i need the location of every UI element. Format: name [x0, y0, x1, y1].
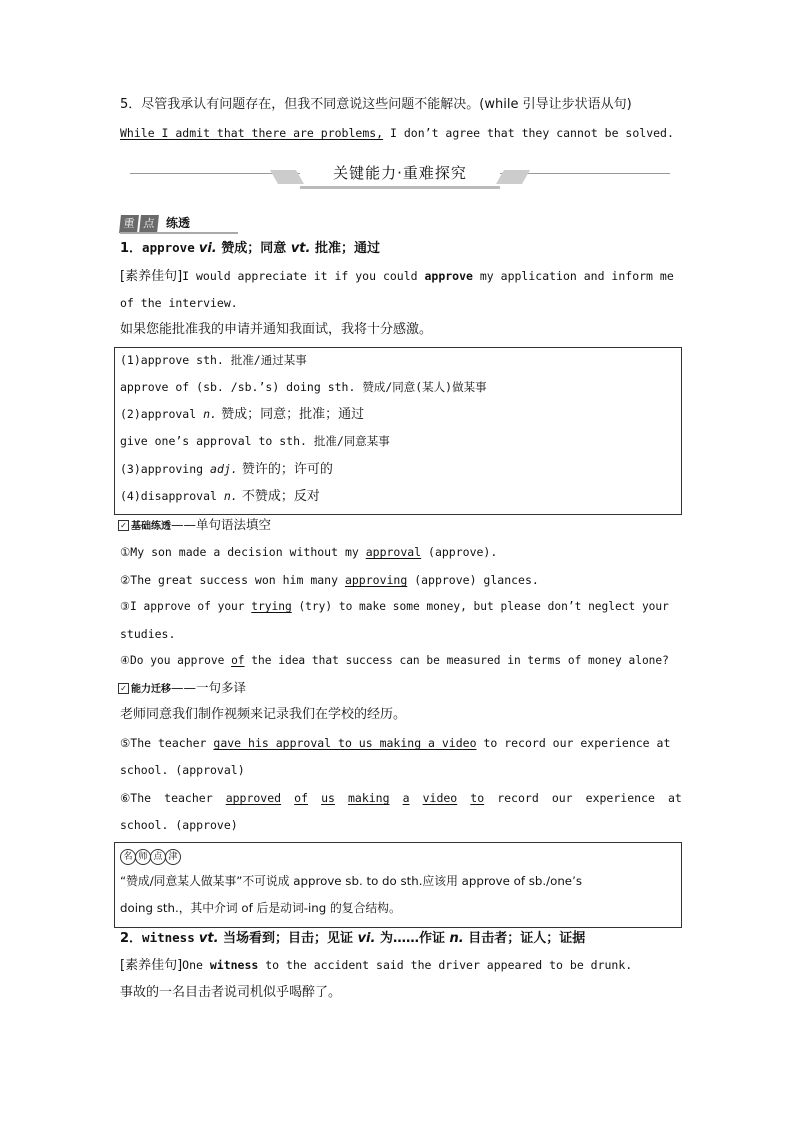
box-line-5-word: (3)approving — [120, 462, 211, 476]
q5-answer-rest: I don’t agree that they cannot be solved. — [383, 126, 674, 140]
box-line-6-meaning: 不赞成；反对 — [237, 489, 320, 504]
item2-meaning1: 当场看到；目击；见证 — [218, 931, 358, 946]
ex6-word: our — [551, 791, 573, 805]
box-line-5-pos: adj. — [210, 462, 238, 476]
item2-pos1: vt. — [198, 931, 219, 946]
item2-translation: 事故的一名目击者说司机似乎喝醉了。 — [120, 985, 342, 1000]
note-title-char: 名 — [120, 849, 136, 865]
ex4-pre: ④Do you approve — [120, 654, 232, 667]
basic-title: ——单句语法填空 — [171, 517, 272, 532]
exercise-6-cont: school. (approve) — [120, 818, 238, 832]
ex4-post: the idea that success can be measured in terms of money alone? — [244, 654, 669, 667]
check-icon: ✓ — [118, 520, 129, 531]
badge-underline — [120, 232, 238, 234]
item2-example-bold: witness — [209, 958, 259, 972]
ex3-pre: ③I approve of your — [120, 600, 252, 613]
ex6-answer-word: us — [321, 791, 335, 805]
check-icon: ✓ — [118, 683, 129, 694]
teacher-note-title-circles — [120, 846, 180, 865]
item2-pos2: vi. — [357, 931, 376, 946]
key-point-badge — [120, 212, 240, 232]
transfer-title: ——一句多译 — [171, 680, 247, 695]
item1-meaning2: 批准；通过 — [310, 241, 380, 256]
box-line-6-word: (4)disapproval — [120, 489, 224, 503]
section-banner — [120, 158, 680, 190]
ex5-pre: ⑤The teacher — [120, 736, 214, 750]
exercise-2 — [120, 571, 682, 589]
item1-example-tag: [素养佳句] — [120, 269, 183, 284]
ex6-word: record — [497, 791, 539, 805]
badge-seal-dian: 点 — [139, 215, 159, 233]
item1-meaning1: 赞成；同意 — [216, 241, 291, 256]
ex6-word: teacher — [164, 791, 213, 805]
transfer-heading — [118, 679, 246, 699]
ex2-post: (approve) glances. — [407, 573, 539, 587]
ex6-answer-word: making — [347, 791, 390, 805]
exercise-3 — [120, 598, 682, 616]
item1-translation: 如果您能批准我的申请并通知我面试，我将十分感激。 — [120, 322, 433, 337]
item1-example — [120, 267, 682, 286]
item2-number: 2． — [120, 931, 143, 946]
exercise-4 — [120, 652, 682, 670]
box-line-3-pos: n. — [203, 407, 217, 421]
item1-example-bold: approve — [424, 269, 473, 283]
item1-example-b: my application and inform me — [472, 269, 674, 283]
item2-example — [120, 956, 682, 975]
exercise-6 — [120, 789, 682, 807]
box-line-1: (1)approve sth. 批准/通过某事 — [120, 353, 307, 367]
ex2-answer: approving — [344, 573, 408, 587]
ex2-pre: ②The great success won him many — [120, 573, 345, 587]
box-line-3-word: (2)approval — [120, 407, 204, 421]
badge-seal-zhong: 重 — [119, 215, 139, 233]
transfer-label: 能力迁移 — [131, 684, 171, 695]
item1-pos2: vt. — [290, 241, 311, 256]
transfer-chinese: 老师同意我们制作视频来记录我们在学校的经历。 — [120, 707, 407, 722]
ex6-answer-word: video — [422, 791, 458, 805]
item2-example-b: to the accident said the driver appeared to be drunk. — [258, 958, 633, 972]
q5-answer-underlined: While I admit that there are problems, — [120, 126, 384, 140]
ex1-post: (approve). — [421, 545, 498, 559]
item1-example-a: I would appreciate it if you could — [182, 269, 425, 283]
ex6-answer-word: approved — [225, 791, 282, 805]
ex6-answer-word: of — [294, 791, 308, 805]
ex5-post: to record our experience at — [476, 736, 671, 750]
badge-label: 练透 — [166, 216, 191, 230]
ex6-word: ⑥The — [120, 791, 152, 805]
item1-heading — [120, 239, 682, 258]
q5-answer — [120, 124, 682, 142]
item2-meaning2: 为……作证 — [375, 931, 450, 946]
ex1-pre: ①My son made a decision without my — [120, 545, 366, 559]
item1-example-cont: of the interview. — [120, 296, 238, 310]
ex1-answer: approval — [365, 545, 422, 559]
box-line-6 — [120, 487, 682, 506]
box-line-3 — [120, 405, 682, 424]
box-line-4: give one’s approval to sth. 批准/同意某事 — [120, 434, 390, 448]
item1-pos1: vi. — [198, 241, 217, 256]
ex5-answer: gave his approval to us making a video — [213, 736, 477, 750]
exercise-5-cont: school. (approval) — [120, 763, 245, 777]
exercise-3-cont: studies. — [120, 627, 176, 641]
item2-heading — [120, 929, 682, 948]
banner-title: 关键能力·重难探究 — [333, 164, 467, 182]
teacher-note-title — [120, 846, 682, 865]
teacher-note-line-2: doing sth.，其中介词 of 后是动词-ing 的复合结构。 — [120, 901, 401, 915]
ex3-post: (try) to make some money, but please don’t neglect your — [291, 600, 669, 613]
teacher-note-line-1: “赞成/同意某人做某事”不可说成 approve sb. to do sth.应该用 approve of sb./one’s — [120, 874, 582, 888]
item1-number: 1． — [120, 241, 143, 256]
basic-practice-heading — [118, 516, 271, 536]
note-title-char: 师 — [135, 849, 151, 865]
exercise-5 — [120, 734, 682, 752]
box-line-2: approve of (sb. /sb.’s) doing sth. 赞成/同意(某人)做某事 — [120, 380, 487, 394]
ex6-word: at — [667, 791, 682, 805]
box-line-6-pos: n. — [223, 489, 238, 503]
ex6-answer-word: to — [470, 791, 485, 805]
box-line-3-meaning: 赞成；同意；批准；通过 — [216, 407, 365, 422]
item2-pos3: n. — [449, 931, 464, 946]
note-title-char: 津 — [165, 849, 181, 865]
item2-example-tag: [素养佳句] — [120, 958, 183, 973]
exercise-1 — [120, 543, 682, 561]
item2-example-a: One — [182, 958, 210, 972]
item1-word: approve — [142, 240, 195, 255]
box-line-5-meaning: 赞许的；许可的 — [237, 462, 333, 477]
note-title-char: 点 — [150, 849, 166, 865]
basic-label: 基础练透 — [131, 521, 171, 532]
box-line-5 — [120, 460, 682, 479]
ex6-answer-word: a — [402, 791, 410, 805]
item2-meaning3: 目击者；证人；证据 — [463, 931, 586, 946]
q5-prompt: 5．尽管我承认有问题存在，但我不同意说这些问题不能解决。(while 引导让步状语从句) — [120, 97, 632, 112]
ex6-word: experience — [585, 791, 655, 805]
ex4-answer: of — [231, 654, 245, 667]
item2-word: witness — [142, 930, 195, 945]
ex3-answer: trying — [251, 600, 292, 613]
